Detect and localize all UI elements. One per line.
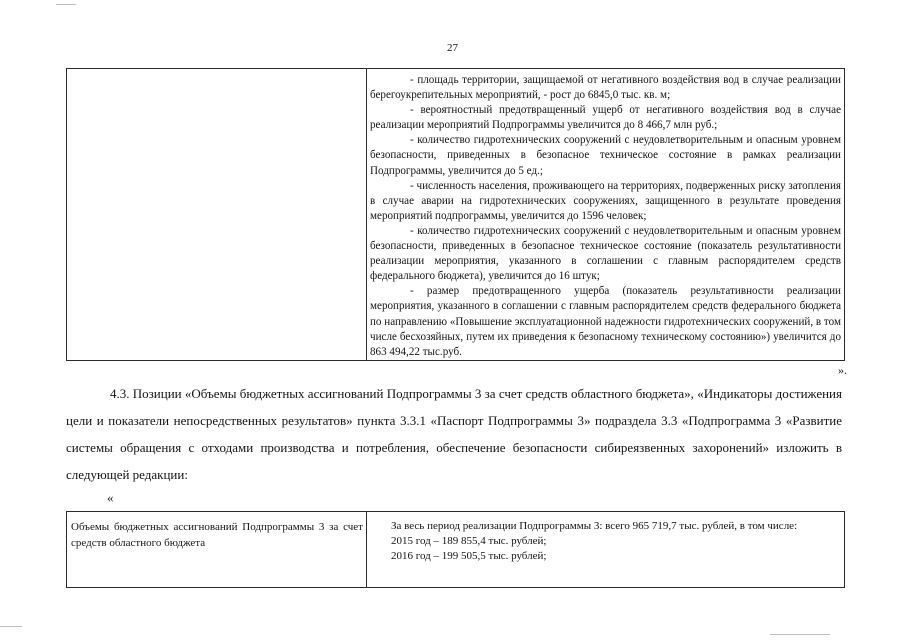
budget-position-label: Объемы бюджетных ассигнований Подпрограммы 3 за счет средств областного бюджета <box>71 521 363 549</box>
indicators-table-continuation <box>66 68 845 361</box>
indicator-item: - количество гидротехнических сооружений с неудовлетворительным и опасным уровнем безопасности, приведенных в безопасное техническое состояние (показатель результативности реализации мероприятия, указанного в соглашении с главным распорядителем средств федерального бюджета), увеличится до 16 штук; <box>370 224 841 283</box>
indicator-item: - вероятностный предотвращенный ущерб от негативного воздействия вод в случае реализации мероприятий Подпрограммы увеличится до 8 466,7 млн руб.; <box>370 104 841 132</box>
budget-year-line: 2015 год – 189 855,4 тыс. рублей; <box>391 535 547 547</box>
budget-year-line: 2016 год – 199 505,5 тыс. рублей; <box>391 550 547 562</box>
opening-quote: « <box>107 490 114 505</box>
table-left-cell-empty <box>67 69 367 360</box>
indicator-item: - количество гидротехнических сооружений с неудовлетворительным и опасным уровнем безопасности, приведенных в безопасное техническое состояние в рамках реализации Подпрограммы, увеличится до 5 ед.; <box>370 134 841 177</box>
indicator-item: - площадь территории, защищаемой от негативного воздействия вод в случае реализации берегоукрепительных мероприятий, - рост до 6845,0 тыс. кв. м; <box>370 74 841 102</box>
indicators-list-cell <box>367 69 844 360</box>
scan-artifact-bottom <box>0 626 22 627</box>
amendment-paragraph: 4.3. Позиции «Объемы бюджетных ассигнований Подпрограммы 3 за счет средств областного бюджета», «Индикаторы достижения цели и показатели непосредственных результатов» пункта 3.3.1 «Паспорт Подпрограммы 3» подраздела 3.3 «Подпрограмма 3 «Развитие системы обращения с отходами производства и потребления, обеспечение безопасности сибиреязвенных захоронений» изложить в следующей редакции: <box>66 386 842 482</box>
budget-position-label-cell <box>67 512 367 587</box>
budget-total-text: За весь период реализации Подпрограммы 3: всего 965 719,7 тыс. рублей, в том числе: <box>391 520 798 532</box>
indicator-item: - численность населения, проживающего на территориях, подверженных риску затопления в случае аварии на гидротехнических сооружениях, защищенного в результате проведения мероприятий подпрограммы, увеличится до 1596 человек; <box>370 179 841 222</box>
scan-artifact-top <box>56 4 76 5</box>
closing-quote: ». <box>838 363 847 377</box>
scan-artifact-bottom-right <box>770 634 830 635</box>
indicator-item: - размер предотвращенного ущерба (показатель результативности реализации мероприятия, указанного в соглашении с главным распорядителем средств федерального бюджета по направлению «Повышение эксплуатационной надежности гидротехнических сооружений, в том числе бесхозяйных, путем их приведения к безопасному техническому состоянию») увеличится до 863 494,22 тыс.руб. <box>370 285 841 358</box>
budget-amounts-cell <box>367 512 844 587</box>
budget-allocations-table <box>66 511 845 588</box>
page-number: 27 <box>447 42 458 54</box>
